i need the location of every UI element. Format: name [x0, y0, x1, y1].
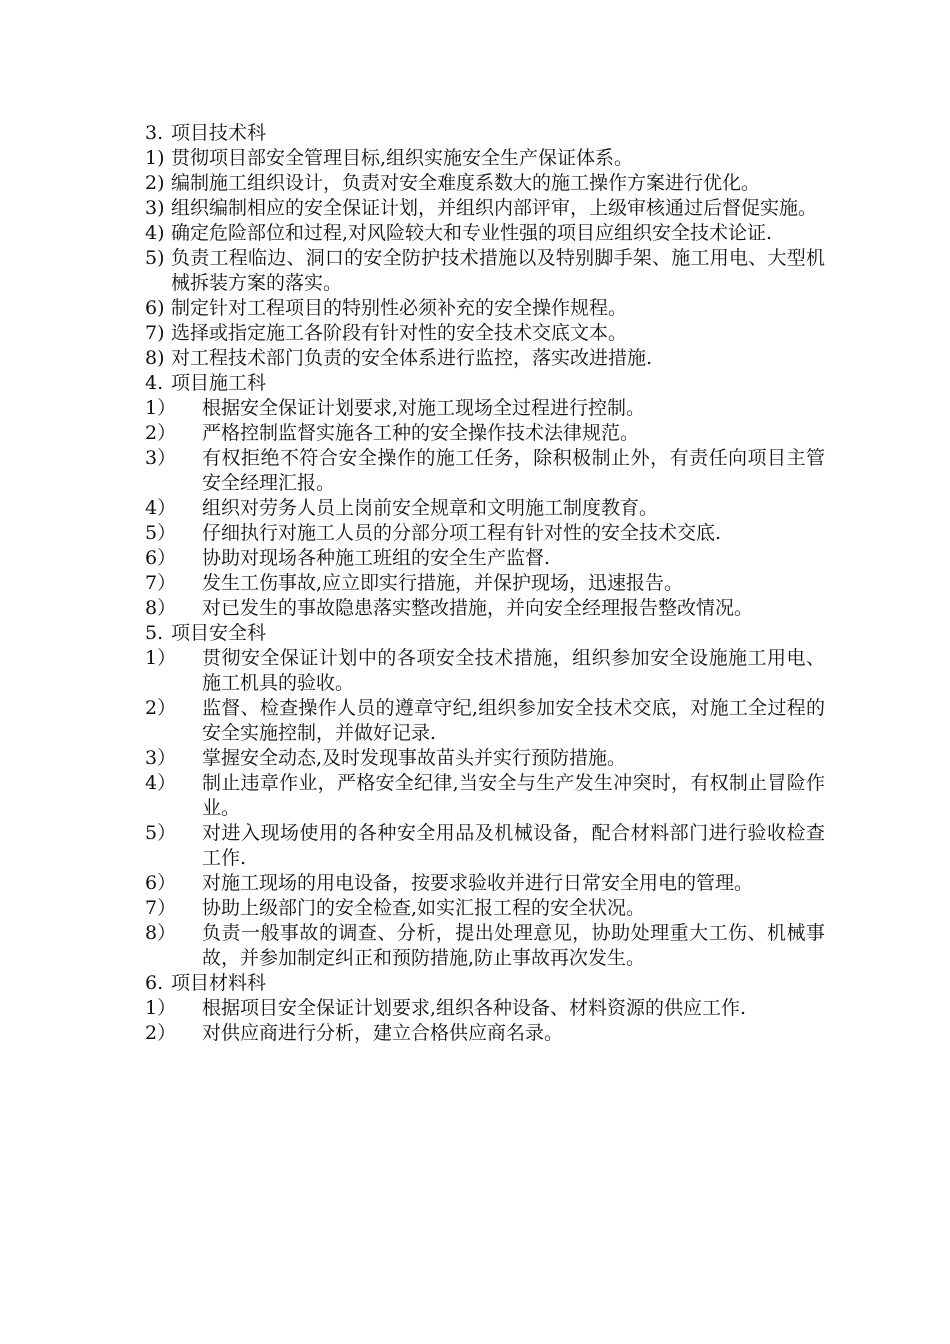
list-item-number: 6）	[145, 872, 177, 894]
list-item-text: 负责一般事故的调查、分析，提出处理意见，协助处理重大工伤、机械事故，并参加制定纠正和预防措施,防止事故再次发生。	[202, 922, 825, 969]
list-item-text: 根据项目安全保证计划要求,组织各种设备、材料资源的供应工作.	[202, 997, 747, 1019]
list-item-number: 7)	[145, 322, 165, 344]
list-item	[145, 696, 825, 746]
list-item	[145, 396, 825, 421]
list-item	[145, 896, 825, 921]
list-item-number: 8)	[145, 347, 165, 369]
list-item-text: 选择或指定施工各阶段有针对性的安全技术交底文本。	[171, 322, 628, 344]
list-item-text: 对供应商进行分析，建立合格供应商名录。	[202, 1022, 564, 1044]
list-item	[145, 821, 825, 871]
list-item-number: 2)	[145, 172, 165, 194]
list-item-number: 5）	[145, 522, 177, 544]
list-item-text: 协助上级部门的安全检查,如实汇报工程的安全状况。	[202, 897, 646, 919]
list-item	[145, 596, 825, 621]
section-heading	[145, 371, 825, 396]
list-item	[145, 171, 825, 196]
list-item-text: 制定针对工程项目的特别性必须补充的安全操作规程。	[171, 297, 628, 319]
list-item-number: 8）	[145, 597, 177, 619]
list-item-text: 监督、检查操作人员的遵章守纪,组织参加安全技术交底，对施工全过程的安全实施控制，并做好记录.	[202, 697, 825, 744]
list-item	[145, 746, 825, 771]
list-item-text: 贯彻安全保证计划中的各项安全技术措施，组织参加安全设施施工用电、施工机具的验收。	[202, 647, 825, 694]
list-item	[145, 446, 825, 496]
list-item	[145, 196, 825, 221]
list-item-text: 仔细执行对施工人员的分部分项工程有针对性的安全技术交底.	[202, 522, 722, 544]
list-item	[145, 646, 825, 696]
list-item	[145, 246, 825, 296]
list-item	[145, 571, 825, 596]
list-item	[145, 346, 825, 371]
section-number: 6.	[145, 972, 164, 994]
list-item-number: 4)	[145, 222, 165, 244]
list-item-text: 贯彻项目部安全管理目标,组织实施安全生产保证体系。	[171, 147, 634, 169]
section-number: 4.	[145, 372, 164, 394]
list-item-text: 确定危险部位和过程,对风险较大和专业性强的项目应组织安全技术论证.	[171, 222, 773, 244]
list-item-number: 7）	[145, 897, 177, 919]
list-item	[145, 771, 825, 821]
list-item-text: 严格控制监督实施各工种的安全操作技术法律规范。	[202, 422, 640, 444]
section-heading	[145, 971, 825, 996]
list-item-number: 6）	[145, 547, 177, 569]
list-item	[145, 496, 825, 521]
section-heading	[145, 621, 825, 646]
list-item-number: 4）	[145, 772, 177, 794]
document-body	[145, 121, 825, 1046]
list-item-number: 2）	[145, 697, 177, 719]
list-item-number: 1）	[145, 647, 177, 669]
list-item	[145, 546, 825, 571]
list-item-text: 发生工伤事故,应立即实行措施，并保护现场，迅速报告。	[202, 572, 684, 594]
list-item	[145, 221, 825, 246]
list-item-text: 对进入现场使用的各种安全用品及机械设备，配合材料部门进行验收检查工作.	[202, 822, 825, 869]
list-item-text: 根据安全保证计划要求,对施工现场全过程进行控制。	[202, 397, 646, 419]
list-item	[145, 146, 825, 171]
list-item-text: 掌握安全动态,及时发现事故苗头并实行预防措施。	[202, 747, 627, 769]
section-title: 项目材料科	[171, 972, 267, 994]
section-title: 项目安全科	[171, 622, 267, 644]
list-item-number: 5)	[145, 247, 165, 269]
list-item-number: 3）	[145, 447, 177, 469]
list-item	[145, 521, 825, 546]
list-item	[145, 321, 825, 346]
section-heading	[145, 121, 825, 146]
list-item-number: 3)	[145, 197, 165, 219]
list-item	[145, 996, 825, 1021]
list-item	[145, 296, 825, 321]
list-item-number: 5）	[145, 822, 177, 844]
list-item-number: 1)	[145, 147, 165, 169]
list-item-number: 2）	[145, 422, 177, 444]
list-item	[145, 421, 825, 446]
list-item-text: 对施工现场的用电设备，按要求验收并进行日常安全用电的管理。	[202, 872, 754, 894]
list-item-text: 负责工程临边、洞口的安全防护技术措施以及特别脚手架、施工用电、大型机械拆装方案的落实。	[171, 247, 825, 294]
list-item-number: 1）	[145, 997, 177, 1019]
list-item-text: 对工程技术部门负责的安全体系进行监控，落实改进措施.	[171, 347, 653, 369]
list-item-text: 编制施工组织设计，负责对安全难度系数大的施工操作方案进行优化。	[171, 172, 761, 194]
list-item-number: 3）	[145, 747, 177, 769]
list-item-text: 协助对现场各种施工班组的安全生产监督.	[202, 547, 551, 569]
list-item-text: 对已发生的事故隐患落实整改措施，并向安全经理报告整改情况。	[202, 597, 754, 619]
list-item-text: 组织对劳务人员上岗前安全规章和文明施工制度教育。	[202, 497, 659, 519]
list-item-number: 7）	[145, 572, 177, 594]
section-title: 项目技术科	[171, 122, 267, 144]
list-item-text: 制止违章作业，严格安全纪律,当安全与生产发生冲突时，有权制止冒险作业。	[202, 772, 825, 819]
list-item-text: 组织编制相应的安全保证计划，并组织内部评审，上级审核通过后督促实施。	[171, 197, 818, 219]
list-item-number: 4）	[145, 497, 177, 519]
section-title: 项目施工科	[171, 372, 267, 394]
list-item	[145, 921, 825, 971]
list-item-text: 有权拒绝不符合安全操作的施工任务，除积极制止外，有责任向项目主管安全经理汇报。	[202, 447, 825, 494]
list-item	[145, 1021, 825, 1046]
list-item-number: 1）	[145, 397, 177, 419]
list-item-number: 6)	[145, 297, 165, 319]
section-number: 3.	[145, 122, 164, 144]
list-item-number: 8）	[145, 922, 177, 944]
section-number: 5.	[145, 622, 164, 644]
list-item	[145, 871, 825, 896]
list-item-number: 2）	[145, 1022, 177, 1044]
